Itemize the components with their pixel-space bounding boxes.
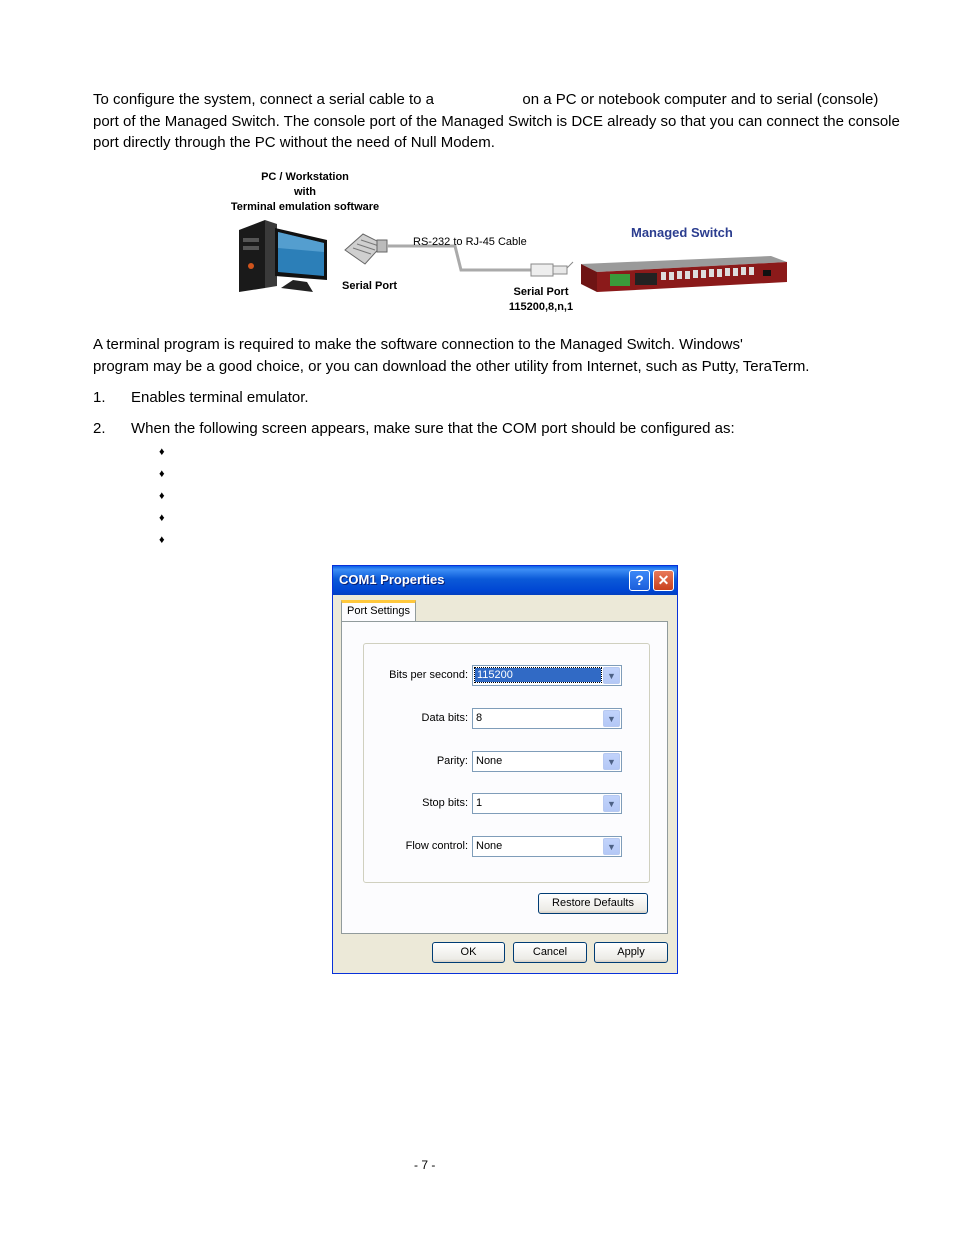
rj45-plug-icon <box>531 262 573 276</box>
chevron-down-icon[interactable]: ▼ <box>603 667 620 684</box>
help-button[interactable]: ? <box>629 570 650 591</box>
field-stop-bits <box>364 793 651 815</box>
settings-group <box>363 643 650 883</box>
field-flow-control <box>364 836 651 858</box>
cancel-button[interactable]: Cancel <box>513 942 587 963</box>
dialog-title: COM1 Properties <box>339 572 445 587</box>
intro-paragraph <box>93 89 908 154</box>
serial-port-switch-label: Serial Port 115200,8,n,1 <box>508 286 574 313</box>
chevron-down-icon[interactable]: ▼ <box>603 710 620 727</box>
page-number: - 7 - <box>414 1158 436 1172</box>
chevron-down-icon[interactable]: ▼ <box>603 753 620 770</box>
field-bits-per-second <box>364 665 651 687</box>
serial-connector-icon <box>345 234 387 264</box>
flow-control-select[interactable] <box>472 836 622 857</box>
bullet-icon: ♦ <box>159 468 165 480</box>
flow-control-value: None <box>476 840 503 852</box>
bullet-icon: ♦ <box>159 490 165 502</box>
chevron-down-icon[interactable]: ▼ <box>603 838 620 855</box>
chevron-down-icon[interactable]: ▼ <box>603 795 620 812</box>
connection-diagram <box>215 168 795 320</box>
flow-control-label: Flow control: <box>405 840 468 852</box>
cable-label: RS-232 to RJ-45 Cable <box>413 236 527 248</box>
parity-value: None <box>476 755 503 767</box>
switch-label: Managed Switch <box>631 225 733 240</box>
bullet-icon: ♦ <box>159 512 165 524</box>
parity-label: Parity: <box>436 755 468 767</box>
data-bits-select[interactable] <box>472 708 622 729</box>
switch-icon <box>581 256 787 292</box>
field-parity <box>364 751 651 773</box>
stop-bits-select[interactable] <box>472 793 622 814</box>
port-settings-panel <box>341 621 668 934</box>
intro-line1-start: To configure the system, connect a serial cable to a <box>93 91 435 108</box>
dialog-titlebar[interactable] <box>333 566 677 595</box>
stop-bits-label: Stop bits: <box>422 797 468 809</box>
pc-tower-icon <box>239 220 277 292</box>
data-bits-label: Data bits: <box>421 712 468 724</box>
apply-button[interactable]: Apply <box>594 942 668 963</box>
intro-rest: port of the Managed Switch. The console port of the Managed Switch is DCE already so that you can connect the console port directly through the PC without the need of Null Modem. <box>93 112 900 151</box>
bits-per-second-select[interactable] <box>472 665 622 686</box>
bullet-icon: ♦ <box>159 446 165 458</box>
intro-line1-end: on a PC or notebook computer and to serial (console) <box>522 91 879 108</box>
serial-port-pc-label: Serial Port <box>342 280 398 292</box>
field-data-bits <box>364 708 651 730</box>
com1-properties-dialog <box>332 565 678 974</box>
data-bits-value: 8 <box>476 712 483 724</box>
monitor-icon <box>275 228 327 292</box>
pc-label: PC / Workstation with Terminal emulation software <box>230 171 380 213</box>
bits-per-second-label: Bits per second: <box>389 669 468 681</box>
stop-bits-value: 1 <box>476 797 483 809</box>
restore-defaults-button[interactable]: Restore Defaults <box>538 893 648 914</box>
ok-button[interactable]: OK <box>432 942 505 963</box>
cable-line <box>387 246 533 270</box>
terminal-paragraph: A terminal program is required to make the software connection to the Managed Switch. Windows' program may be a good choice, or you can download the other utility from Internet, such as Putty, TeraTerm. <box>93 336 810 375</box>
close-button[interactable]: ✕ <box>653 570 674 591</box>
bits-per-second-value: 115200 <box>475 668 601 682</box>
tab-port-settings[interactable]: Port Settings <box>341 600 416 622</box>
bullet-icon: ♦ <box>159 534 165 546</box>
parity-select[interactable] <box>472 751 622 772</box>
